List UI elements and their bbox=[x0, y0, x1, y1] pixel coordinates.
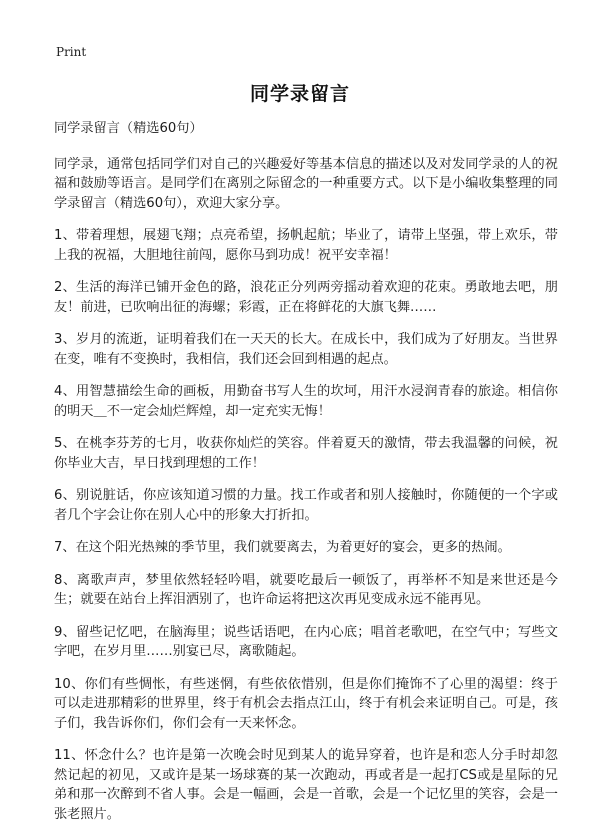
page-title: 同学录留言 bbox=[249, 83, 350, 105]
paragraph-8: 8、离歌声声，梦里依然轻轻吟唱，就要吃最后一顿饭了，再举杯不知是来世还是今生；就要在站台上挥泪洒别了，也许命运将把这次再见变成永远不能再见。 bbox=[54, 572, 558, 607]
paragraph-2: 2、生活的海洋已铺开金色的路，浪花正分列两旁摇动着欢迎的花束。勇敢地去吧，朋友！前进，已吹响出征的海螺；彩霞，正在将鲜花的大旗飞舞…… bbox=[54, 280, 558, 315]
paragraph-5: 5、在桃李芬芳的七月，收获你灿烂的笑容。伴着夏天的激情，带去我温馨的问候，祝你毕业大吉，早日找到理想的工作！ bbox=[54, 436, 558, 471]
paragraph-7: 7、在这个阳光热辣的季节里，我们就要离去，为着更好的宴会，更多的热闹。 bbox=[54, 540, 511, 555]
article-body bbox=[54, 119, 558, 837]
paragraph-intro: 同学录，通常包括同学们对自己的兴趣爱好等基本信息的描述以及对发同学录的人的祝福和鼓励等语言。是同学们在离别之际留念的一种重要方式。以下是小编收集整理的同学录留言（精选60句），欢迎大家分享。 bbox=[54, 156, 558, 211]
print-link[interactable]: Print bbox=[56, 45, 87, 59]
paragraph-10: 10、你们有些惆怅，有些迷惘，有些依依惜别，但是你们掩饰不了心里的渴望：终于可以走进那精彩的世界里，终于有机会去指点江山，终于有机会来证明自己。可是，孩子们，我告诉你们，你们会有一天来怀念。 bbox=[54, 676, 558, 731]
paragraph-11: 11、怀念什么？也许是第一次晚会时见到某人的诡异穿着，也许是和恋人分手时却忽然记起的初见，又或许是某一场球赛的某一次跑动，再或者是一起打CS或是星际的兄弟和那一次醉到不省人事。会是一幅画，会是一首歌，会是一个记忆里的笑容，会是一张老照片。 bbox=[54, 748, 558, 822]
article-subtitle: 同学录留言（精选60句） bbox=[54, 121, 203, 136]
paragraph-4: 4、用智慧描绘生命的画板，用勤奋书写人生的坎坷，用汗水浸润青春的旅途。相信你的明天＿不一定会灿烂辉煌，却一定充实无悔！ bbox=[54, 384, 558, 419]
paragraph-3: 3、岁月的流逝，证明着我们在一天天的长大。在成长中，我们成为了好朋友。当世界在变，唯有不变换时，我相信，我们还会回到相遇的起点。 bbox=[54, 332, 558, 367]
paragraph-1: 1、带着理想，展翅飞翔；点亮希望，扬帆起航；毕业了，请带上坚强，带上欢乐，带上我的祝福，大胆地往前闯，愿你马到功成！祝平安幸福！ bbox=[54, 228, 558, 263]
paragraph-9: 9、留些记忆吧，在脑海里；说些话语吧，在内心底；唱首老歌吧，在空气中；写些文字吧，在岁月里……别宴已尽，离歌随起。 bbox=[54, 624, 558, 659]
paragraph-6: 6、别说脏话，你应该知道习惯的力量。找工作或者和别人接触时，你随便的一个字或者几个字会让你在别人心中的形象大打折扣。 bbox=[54, 488, 558, 523]
